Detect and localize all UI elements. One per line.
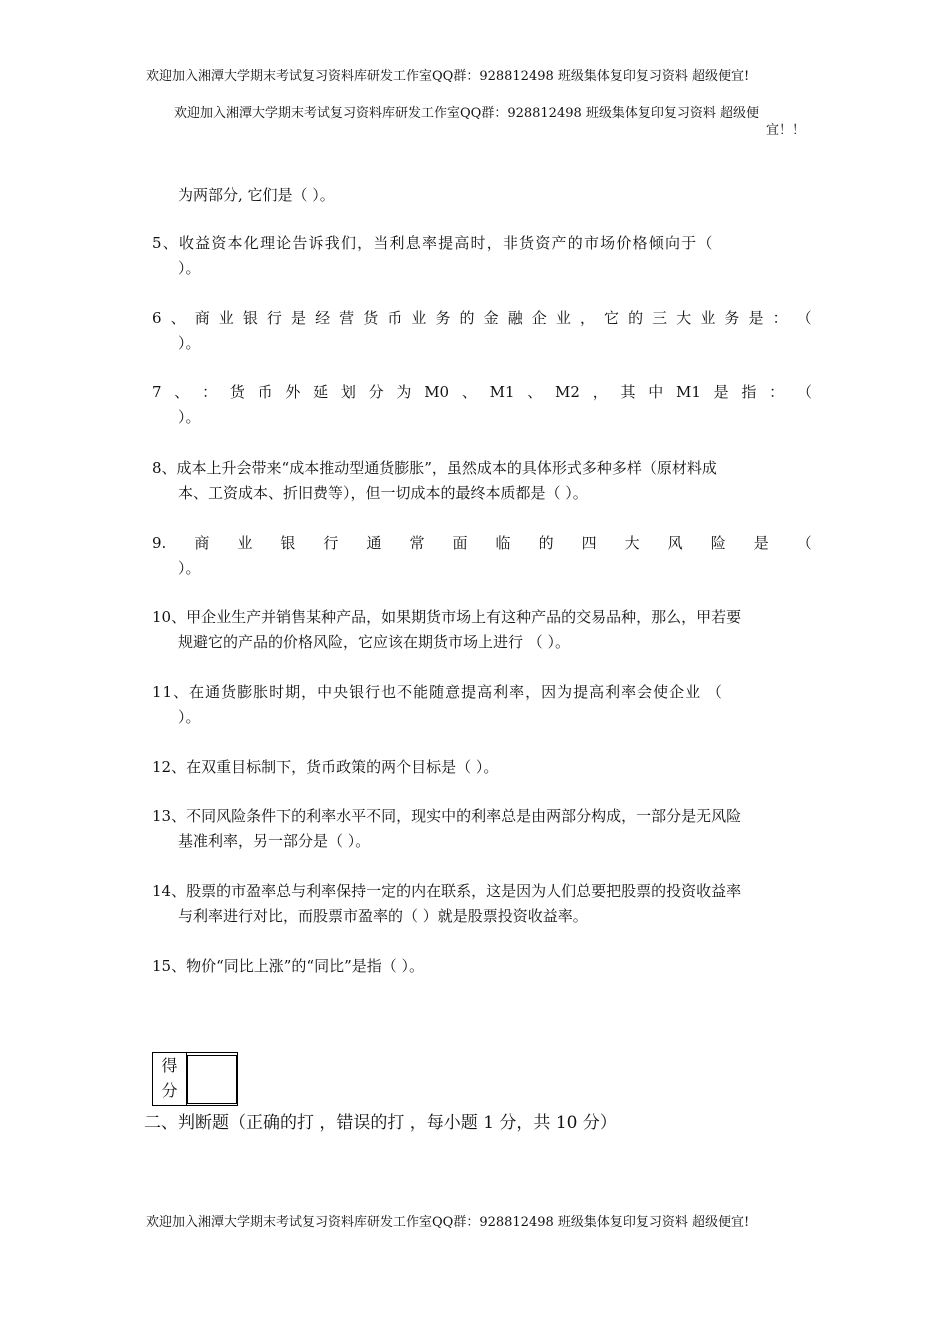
- q4-line: 为两部分, 它们是（ ）。: [178, 186, 335, 204]
- q15-line: 15、物价“同比上涨”的“同比”是指（ ）。: [152, 957, 425, 975]
- q6a-token: 商: [194, 309, 210, 327]
- q7a-token: 是: [713, 383, 729, 401]
- q7a-token: 指: [741, 383, 757, 401]
- q10-line-1: 10、甲企业生产并销售某种产品，如果期货市场上有这种产品的交易品种，那么，甲若要: [152, 608, 742, 626]
- q7-line-1: [152, 380, 812, 405]
- question-12: [152, 755, 812, 780]
- q7a-token: 分: [368, 383, 384, 401]
- q9a-token: 常: [409, 534, 425, 552]
- q14-line-1: 14、股票的市盈率总与利率保持一定的内在联系，这是因为人们总要把股票的投资收益率: [152, 882, 742, 900]
- q13-line-1: 13、不同风险条件下的利率水平不同，现实中的利率总是由两部分构成，一部分是无风险: [152, 807, 742, 825]
- question-4-continued: [152, 183, 812, 208]
- q7a-token: 货: [229, 383, 245, 401]
- question-6: [152, 306, 812, 356]
- q7a-token: ：: [202, 383, 218, 401]
- footer-line: 欢迎加入湘潭大学期末考试复习资料库研发工作室QQ群：928812498 班级集体复印复习资料 超级便宜!: [146, 1215, 750, 1230]
- question-8: [152, 456, 812, 506]
- q6a-token: 营: [339, 309, 355, 327]
- q7a-token: M0: [424, 383, 450, 401]
- q6a-token: 银: [242, 309, 258, 327]
- q9a-token: 面: [452, 534, 468, 552]
- header-line-2a: 欢迎加入湘潭大学期末考试复习资料库研发工作室QQ群：928812498 班级集体复印复习资料 超级便: [174, 106, 760, 121]
- q6a-token: 经: [315, 309, 331, 327]
- q8-line-2: 本、工资成本、折旧费等），但一切成本的最终本质都是（ ）。: [178, 484, 588, 502]
- q9a-token: 行: [323, 534, 339, 552]
- q6a-token: 业: [411, 309, 427, 327]
- q6a-token: ：: [772, 309, 788, 327]
- q7a-token: 为: [396, 383, 412, 401]
- q6a-token: ，: [579, 309, 595, 327]
- q7a-token: 外: [285, 383, 301, 401]
- q9a-token: （: [796, 534, 812, 552]
- q7a-token: ：: [769, 383, 785, 401]
- q6a-token: （: [796, 309, 812, 327]
- q8-line-1: 8、成本上升会带来“成本推动型通货膨胀”，虽然成本的具体形式多种多样（原材料成: [152, 459, 717, 477]
- q7a-token: 、: [174, 383, 190, 401]
- q6a-token: 业: [700, 309, 716, 327]
- question-10: [152, 605, 812, 655]
- q7a-token: 其: [620, 383, 636, 401]
- q6a-token: 大: [676, 309, 692, 327]
- q6a-token: 货: [363, 309, 379, 327]
- q9a-token: 四: [581, 534, 597, 552]
- q6-line-2: ）。: [178, 334, 201, 352]
- q9a-token: 商: [194, 534, 210, 552]
- q7a-token: M1: [489, 383, 515, 401]
- q7a-token: （: [796, 383, 812, 401]
- q6a-token: 是: [748, 309, 764, 327]
- q6a-token: 三: [652, 309, 668, 327]
- q11-line-2: ）。: [178, 708, 201, 726]
- q10-line-2: 规避它的产品的价格风险，它应该在期货市场上进行 （ ）。: [178, 633, 571, 651]
- q6a-token: 金: [483, 309, 499, 327]
- q7-line-2: ）。: [178, 408, 201, 426]
- q7a-token: M2: [555, 383, 580, 401]
- question-7: [152, 380, 812, 430]
- q6a-token: 行: [266, 309, 282, 327]
- q6a-token: 的: [628, 309, 644, 327]
- q9a-token: 9.: [152, 534, 167, 552]
- score-box: [152, 1052, 238, 1106]
- question-15: [152, 954, 812, 979]
- score-label-line-2: 分: [161, 1081, 178, 1100]
- q5-line-2: ）。: [178, 259, 201, 277]
- q7a-token: 、: [527, 383, 543, 401]
- q9a-token: 大: [624, 534, 640, 552]
- q9-line-2: ）。: [178, 559, 201, 577]
- question-9: [152, 531, 812, 581]
- question-13: [152, 804, 812, 854]
- q6a-token: 它: [604, 309, 620, 327]
- q6a-token: 务: [435, 309, 451, 327]
- q9-line-1: [152, 531, 812, 556]
- score-label-line-1: 得: [161, 1056, 178, 1075]
- q9a-token: 临: [495, 534, 511, 552]
- q5-line-1: 5、收益资本化理论告诉我们，当利息率提高时，非货资产的市场价格倾向于（: [152, 234, 714, 252]
- q6a-token: 业: [218, 309, 234, 327]
- q9a-token: 银: [280, 534, 296, 552]
- q7a-token: 中: [648, 383, 664, 401]
- q6a-token: 业: [555, 309, 571, 327]
- q9a-token: 风: [667, 534, 683, 552]
- q14-line-2: 与利率进行对比，而股票市盈率的（ ）就是股票投资收益率。: [178, 907, 588, 925]
- q7a-token: 7: [152, 383, 162, 401]
- score-label: [153, 1053, 187, 1105]
- q9a-token: 险: [710, 534, 726, 552]
- q7a-token: 延: [313, 383, 329, 401]
- q6-line-1: [152, 306, 812, 331]
- q6a-token: 6: [152, 309, 162, 327]
- header-line-1: 欢迎加入湘潭大学期末考试复习资料库研发工作室QQ群：928812498 班级集体复印复习资料 超级便宜!: [146, 69, 750, 84]
- q9a-token: 业: [237, 534, 253, 552]
- q6a-token: 是: [291, 309, 307, 327]
- score-input-box[interactable]: [187, 1055, 237, 1104]
- q12-line: 12、在双重目标制下，货币政策的两个目标是（ ）。: [152, 758, 499, 776]
- q7a-token: M1: [675, 383, 701, 401]
- q9a-token: 通: [366, 534, 382, 552]
- q9a-token: 是: [753, 534, 769, 552]
- q6a-token: 务: [724, 309, 740, 327]
- q6a-token: 融: [507, 309, 523, 327]
- q11-line-1: 11、在通货膨胀时期，中央银行也不能随意提高利率，因为提高利率会使企业 （: [152, 683, 723, 701]
- header-line-2b: 宜！！: [766, 123, 806, 138]
- q13-line-2: 基准利率，另一部分是（ ）。: [178, 832, 371, 850]
- q6a-token: 的: [459, 309, 475, 327]
- q7a-token: 、: [461, 383, 477, 401]
- q7a-token: 币: [257, 383, 273, 401]
- q6a-token: 、: [170, 309, 186, 327]
- q7a-token: 划: [340, 383, 356, 401]
- q7a-token: ，: [592, 383, 608, 401]
- question-5: [152, 231, 812, 281]
- question-14: [152, 879, 812, 929]
- q9a-token: 的: [538, 534, 554, 552]
- question-11: [152, 680, 812, 730]
- section-2-title: 二、判断题（正确的打 ，错误的打 ，每小题 1 分，共 10 分）: [144, 1113, 617, 1133]
- q6a-token: 企: [531, 309, 547, 327]
- q6a-token: 币: [387, 309, 403, 327]
